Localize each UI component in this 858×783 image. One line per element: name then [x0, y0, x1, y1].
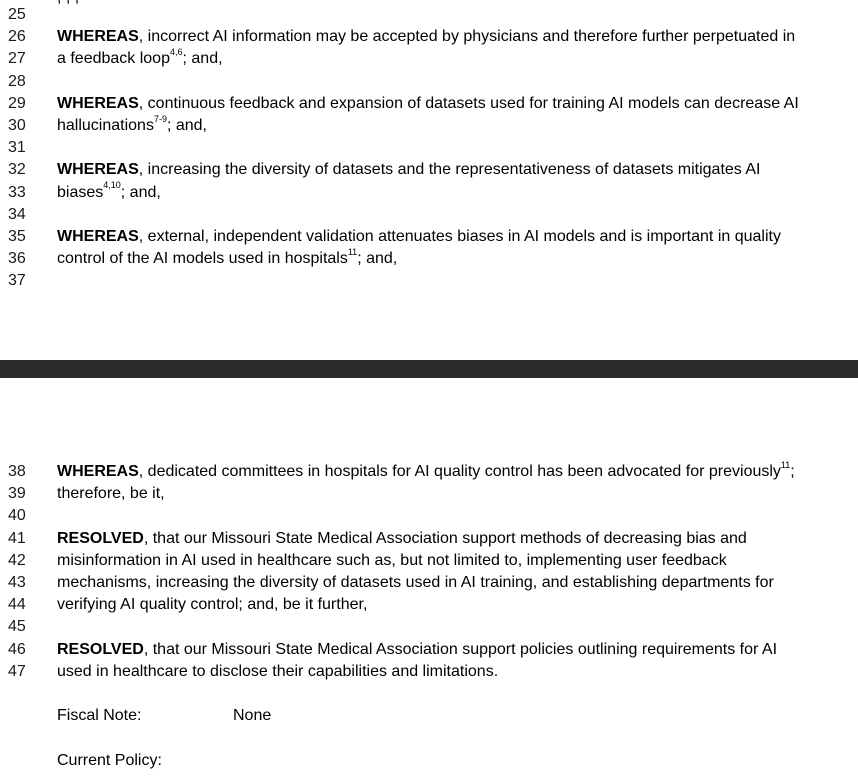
line-text: [57, 159, 760, 181]
line-number: 35: [8, 228, 26, 245]
line-text: [57, 594, 367, 616]
document-line: [0, 248, 858, 270]
line-number: 46: [8, 640, 26, 658]
document-line: [0, 639, 858, 661]
document-line: [0, 93, 858, 115]
line-ending: ; and,: [182, 50, 223, 68]
document-line: [0, 4, 858, 26]
line-number: 25: [8, 6, 26, 23]
document-line: [0, 550, 858, 572]
line-body: , dedicated committees in hospitals for AI quality control has been advocated for previously: [138, 463, 781, 480]
clause-keyword: RESOLVED: [57, 640, 144, 658]
document-page-bottom: [0, 378, 858, 783]
document-line: [0, 616, 858, 638]
document-line: [0, 483, 858, 505]
clause-keyword: RESOLVED: [57, 529, 144, 547]
line-text: [57, 26, 795, 48]
document-line: [0, 48, 858, 70]
document-line: [0, 661, 858, 683]
line-body: misinformation in AI used in healthcare such as, but not limited to, implementing user feedback: [57, 551, 727, 569]
line-number: 37: [8, 272, 26, 290]
line-ending: ;: [790, 463, 795, 480]
line-body: , external, independent validation attenuates biases in AI models and is important in quality: [138, 228, 781, 245]
line-body: , that our Missouri State Medical Association support policies outlining requirements for AI: [143, 640, 778, 658]
line-body: , increasing the diversity of datasets and the representativeness of datasets mitigates AI: [138, 161, 761, 179]
line-text: [57, 182, 161, 204]
line-body: a feedback loop: [57, 50, 170, 68]
line-body: verifying AI quality control; and, be it further,: [57, 596, 368, 614]
document-line: [0, 26, 858, 48]
document-line: [0, 137, 858, 159]
document-line: [0, 71, 858, 93]
line-number: 26: [8, 28, 26, 46]
line-body: mechanisms, increasing the diversity of datasets used in AI training, and establishing departments for: [57, 574, 774, 591]
line-text: [57, 661, 498, 683]
citation-superscript: 7-9: [153, 113, 167, 124]
line-text: [57, 226, 781, 248]
line-text: [57, 461, 795, 483]
clause-keyword: WHEREAS: [57, 28, 139, 46]
line-text: [57, 550, 727, 572]
line-text: [57, 572, 774, 594]
line-text: [57, 528, 747, 550]
page-separator: [0, 360, 858, 378]
line-ending: ; and,: [166, 117, 207, 134]
line-number: 43: [8, 574, 26, 591]
line-number: 40: [8, 507, 26, 525]
line-body: used in healthcare to disclose their capabilities and limitations.: [57, 662, 499, 680]
line-text: [57, 93, 799, 115]
line-number: 39: [8, 485, 26, 503]
line-number: 29: [8, 94, 26, 112]
line-number: 45: [8, 618, 26, 636]
line-ending: ; and,: [357, 250, 398, 268]
citation-superscript: 11: [347, 246, 358, 257]
line-text: [57, 48, 223, 70]
line-text: [57, 248, 397, 270]
clause-keyword: WHEREAS: [57, 94, 139, 112]
line-number: 32: [8, 161, 26, 179]
citation-superscript: 11: [780, 459, 791, 470]
line-body: hallucinations: [57, 117, 154, 134]
citation-superscript: 4,10: [103, 180, 121, 191]
document-line: [0, 528, 858, 550]
line-body: , continuous feedback and expansion of datasets used for training AI models can decrease AI: [138, 94, 799, 112]
line-number: 38: [8, 463, 26, 480]
line-text: [57, 483, 165, 505]
line-number: 33: [8, 183, 26, 201]
document-line: [0, 461, 858, 483]
document-page-top: [0, 0, 858, 360]
document-line: [0, 594, 858, 616]
line-number: 41: [8, 529, 26, 547]
fiscal-note-row: [57, 705, 272, 727]
line-number: 28: [8, 72, 26, 90]
line-body: biases: [57, 183, 104, 201]
line-text: [57, 639, 777, 661]
clause-keyword: WHEREAS: [57, 228, 139, 245]
document-line: [0, 159, 858, 181]
line-number: 36: [8, 250, 26, 268]
fiscal-note-label: Fiscal Note:: [57, 707, 142, 724]
document-line: [0, 226, 858, 248]
line-ending: ; and,: [120, 183, 161, 201]
line-body: , incorrect AI information may be accepted by physicians and therefore further perpetuated in: [138, 28, 796, 46]
line-number: 34: [8, 205, 26, 223]
line-number: 31: [8, 139, 26, 157]
document-line: [0, 270, 858, 292]
line-number: 47: [8, 662, 26, 680]
citation-superscript: 4,6: [169, 47, 183, 58]
line-number: 44: [8, 596, 26, 614]
clause-keyword: WHEREAS: [57, 161, 139, 179]
line-body: , that our Missouri State Medical Association support methods of decreasing bias and: [143, 529, 747, 547]
line-body: therefore, be it,: [57, 485, 165, 503]
line-number: 42: [8, 551, 26, 569]
document-line: [0, 115, 858, 137]
document-line: [0, 572, 858, 594]
clause-keyword: WHEREAS: [57, 463, 139, 480]
fiscal-note-value: None: [233, 707, 272, 724]
document-line: [0, 204, 858, 226]
line-number: 27: [8, 50, 26, 68]
current-policy-label: Current Policy:: [57, 752, 162, 769]
line-body: control of the AI models used in hospitals: [57, 250, 348, 268]
document-line: [0, 505, 858, 527]
document-line: [0, 182, 858, 204]
line-number: 30: [8, 117, 26, 134]
line-text: [57, 115, 207, 137]
